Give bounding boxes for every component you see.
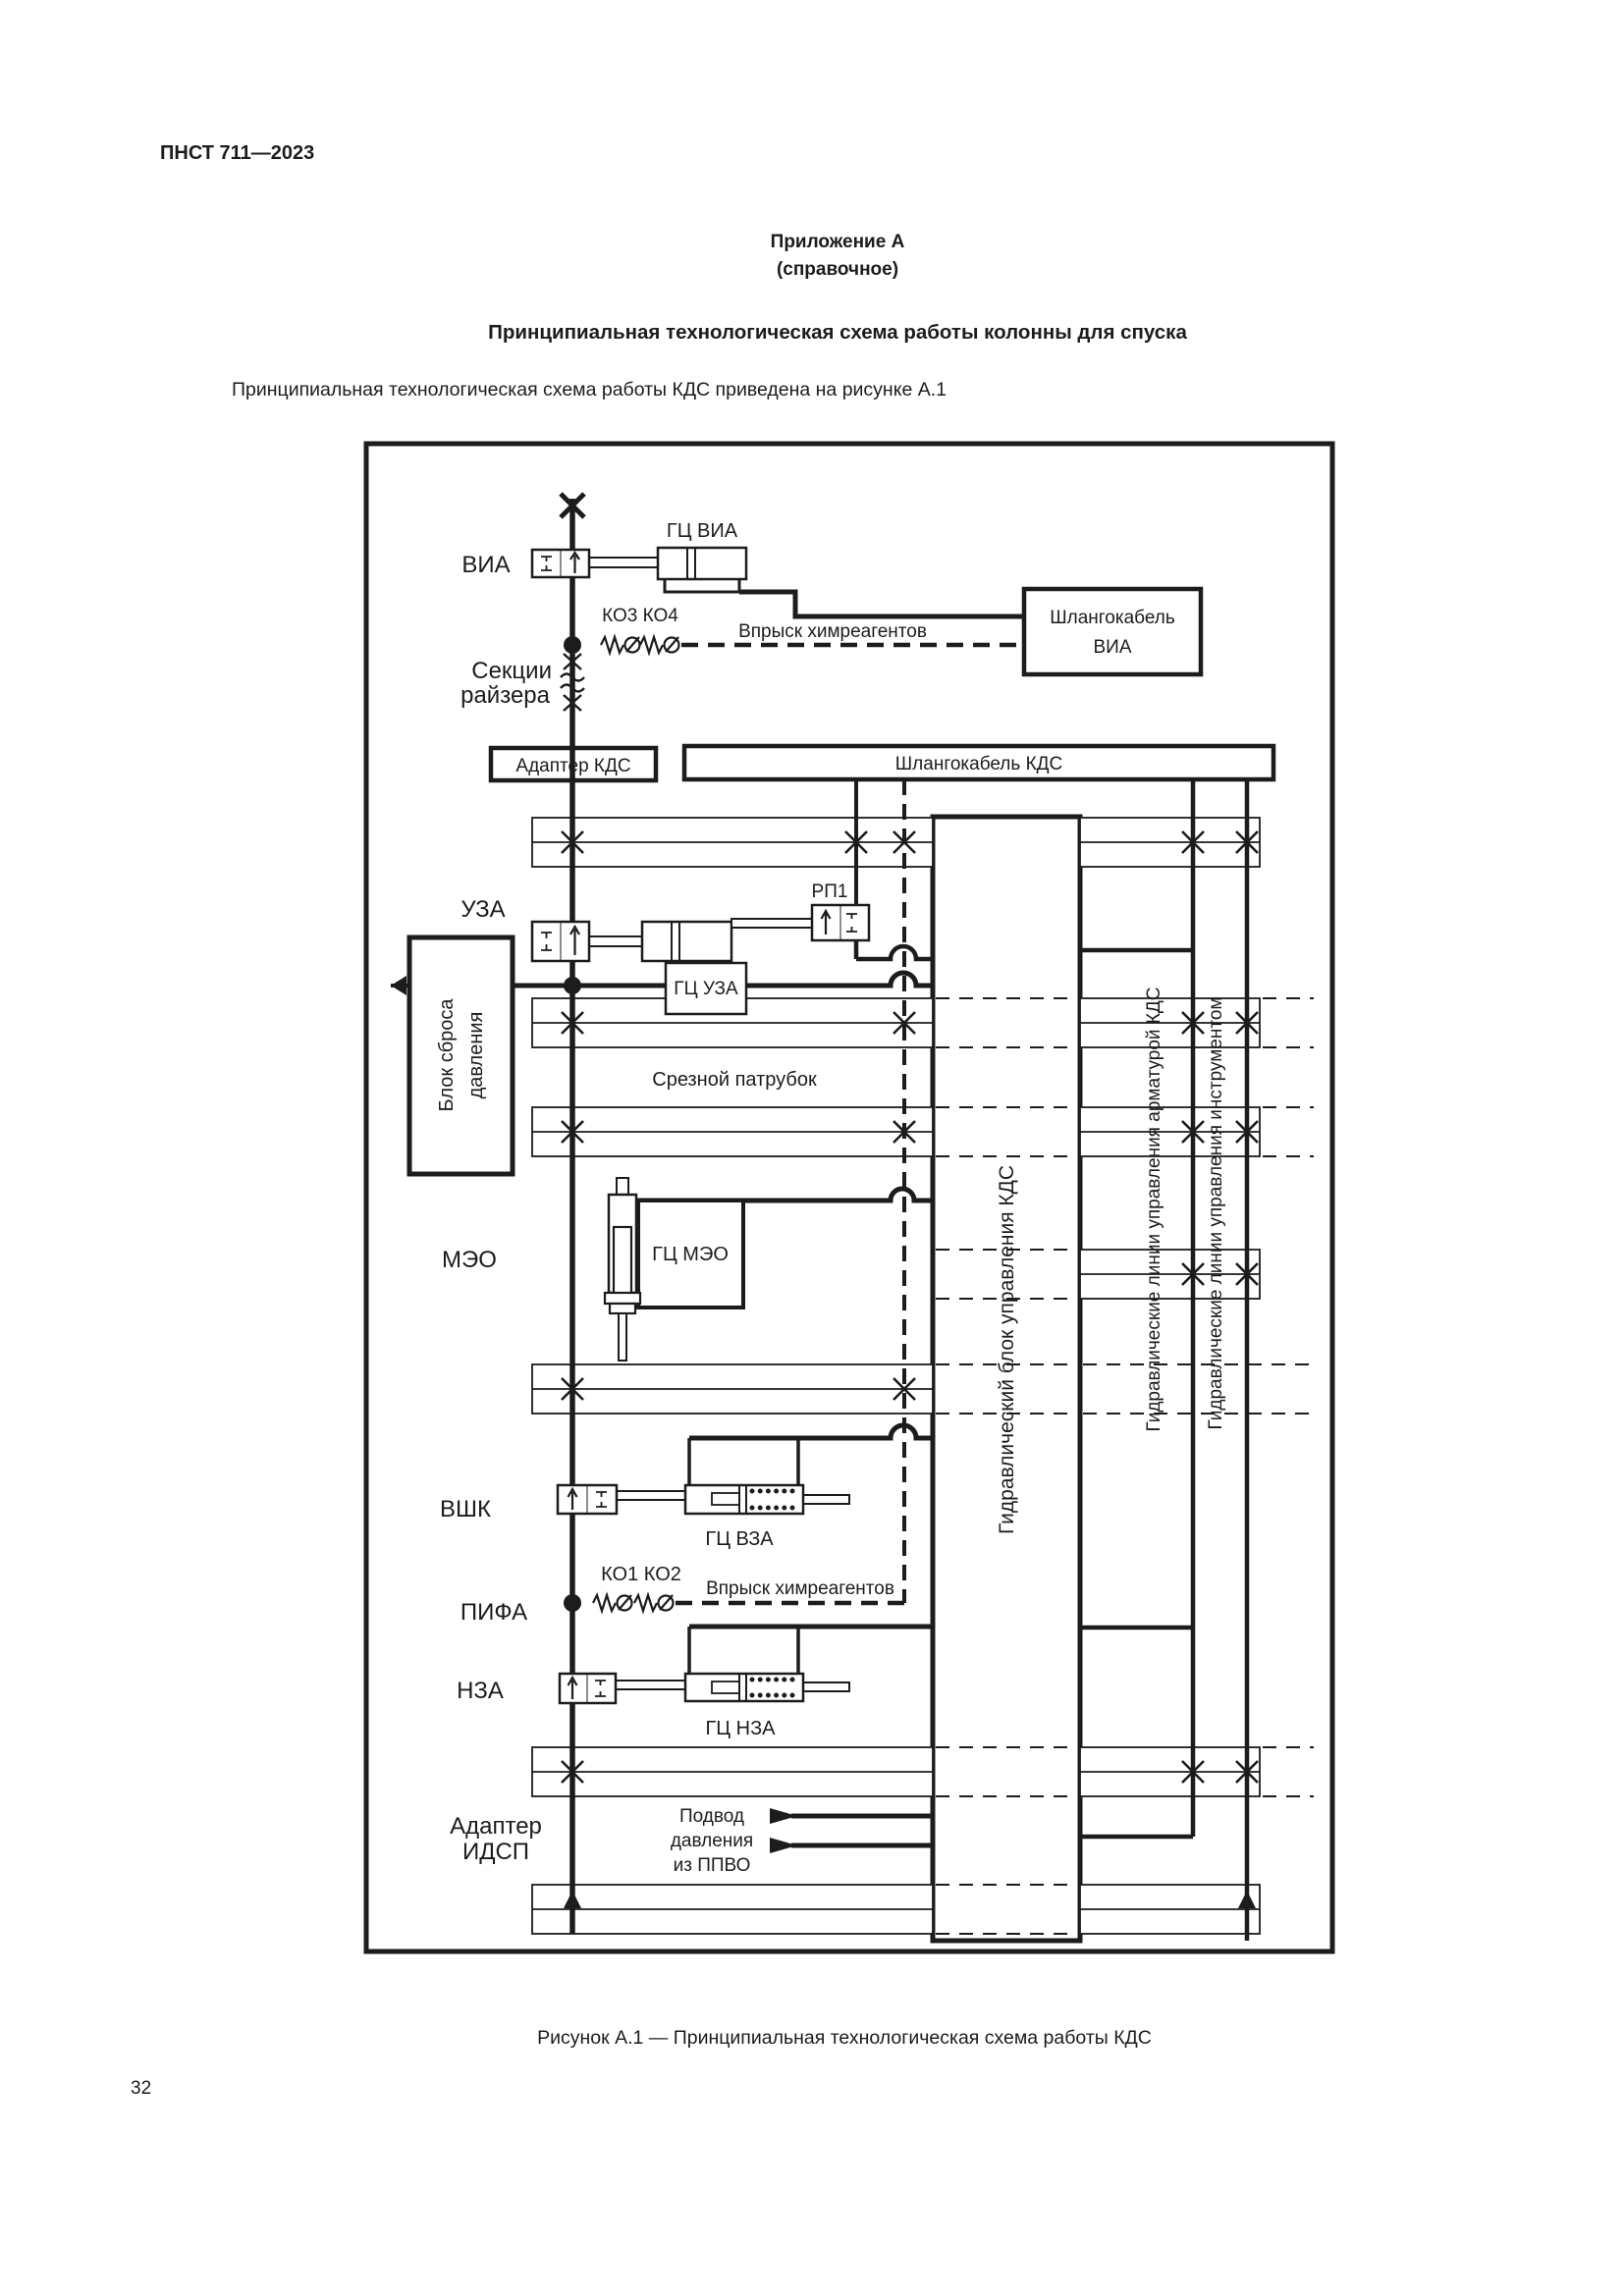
label-sektsii-1: Секции (471, 658, 552, 684)
nza-assembly (560, 1627, 933, 1703)
label-gc-uza: ГЦ УЗА (674, 979, 738, 999)
junction-dot (564, 977, 581, 994)
label-ko1-ko2: КО1 КО2 (601, 1564, 681, 1585)
ppvo-supply-arrows (770, 1808, 933, 1853)
label-gc-meo: ГЦ МЭО (652, 1244, 729, 1265)
label-podvod-1: Подвод (678, 1806, 745, 1827)
label-blok-2: давления (465, 1011, 487, 1099)
label-ko3-ko4: КО3 КО4 (602, 606, 678, 626)
meo-assembly (605, 1178, 933, 1361)
label-sektsii-2: райзера (460, 682, 550, 709)
label-podvod-3: из ППВО (673, 1855, 751, 1876)
label-gc-nza: ГЦ НЗА (705, 1718, 776, 1739)
label-rp1: РП1 (811, 881, 848, 902)
supply-arrow-icon (770, 1808, 797, 1824)
pressure-relief-box (409, 937, 513, 1174)
label-pifa: ПИФА (460, 1599, 528, 1626)
label-vprysk-bottom: Впрыск химреагентов (706, 1578, 894, 1599)
check-valve-ko4-icon (640, 637, 679, 653)
section-title: Принципиальная технологическая схема работы колонны для спуска (488, 321, 1187, 344)
label-gc-via: ГЦ ВИА (666, 520, 738, 542)
gc-via-cylinder (658, 548, 746, 579)
label-lines-armatura: Гидравлические линии управления арматурой КДС (1144, 987, 1164, 1432)
label-meo: МЭО (442, 1247, 497, 1273)
label-shk-via-2: ВИА (1093, 637, 1132, 658)
label-nza: НЗА (457, 1678, 504, 1704)
shlangokabel-via-box (1024, 589, 1201, 674)
appendix-title: Приложение А (770, 232, 905, 252)
label-vshk: ВШК (440, 1496, 491, 1522)
check-valve-ko1-icon (593, 1595, 632, 1611)
vshk-assembly (558, 1425, 933, 1514)
gc-uza-cylinder (642, 922, 731, 961)
label-uza: УЗА (460, 896, 506, 923)
label-vprysk-top: Впрыск химреагентов (738, 621, 927, 642)
label-sreznoy: Срезной патрубок (652, 1069, 817, 1091)
label-shk-kds: Шлангокабель КДС (894, 754, 1063, 774)
left-arrow-icon (391, 976, 406, 995)
label-podvod-2: давления (670, 1831, 754, 1851)
label-adapter-kds: Адаптер КДС (515, 756, 631, 776)
page-number: 32 (131, 2078, 152, 2099)
junction-dot (564, 636, 581, 654)
intro-paragraph: Принципиальная технологическая схема работы КДС приведена на рисунке А.1 (232, 379, 947, 400)
label-lines-instrument: Гидравлические линии управления инструментом (1206, 996, 1226, 1430)
label-gidroblok: Гидравлический блок управления КДС (996, 1164, 1018, 1535)
doc-header: ПНСТ 711—2023 (160, 142, 315, 164)
supply-arrow-icon (770, 1838, 797, 1853)
label-adapter-idsp-1: Адаптер (450, 1813, 542, 1840)
figure-caption: Рисунок А.1 — Принципиальная технологическая схема работы КДС (537, 2027, 1152, 2049)
appendix-subtitle: (справочное) (776, 259, 899, 280)
label-adapter-idsp-2: ИДСП (461, 1839, 530, 1865)
check-valve-ko3-icon (601, 637, 640, 653)
label-blok-1: Блок сброса (436, 998, 458, 1112)
label-shk-via-1: Шлангокабель (1050, 608, 1175, 628)
check-valve-ko2-icon (634, 1595, 674, 1611)
junction-dot (564, 1594, 581, 1612)
label-via: ВИА (461, 552, 511, 578)
via-assembly (532, 494, 1024, 711)
label-gc-vza: ГЦ ВЗА (705, 1528, 774, 1550)
